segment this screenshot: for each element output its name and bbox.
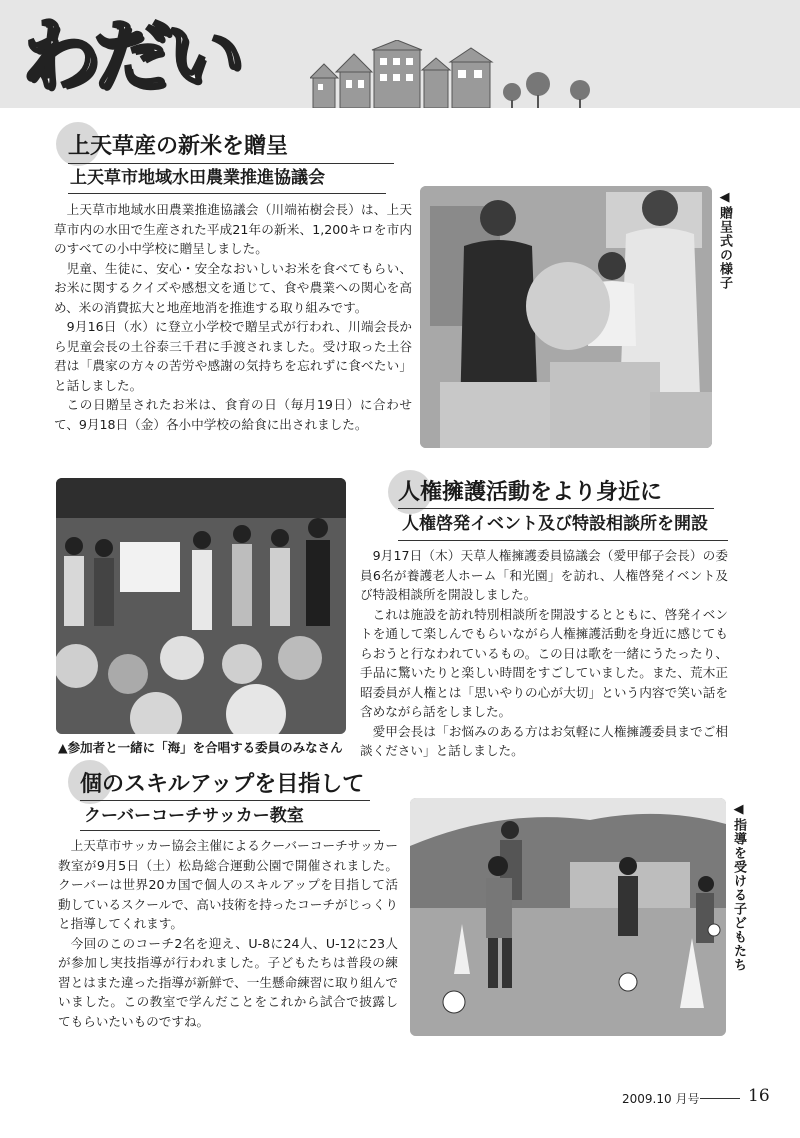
article3-headline-rule bbox=[80, 800, 370, 801]
article3-headline: 個のスキルアップを目指して bbox=[80, 772, 365, 797]
paragraph: 愛甲会長は「お悩みのある方はお気軽に人権擁護委員までご相談ください」と話しました。 bbox=[360, 723, 728, 758]
paragraph: 上天草市サッカー協会主催によるクーバーコーチサッカー教室が9月5日（土）松島総合運動公園で開催されました。クーバーは世界20カ国で個人のスキルアップを目指して活動しているスクールで、高い技術を持ったコーチがじっくりと指導してくれます。 bbox=[58, 838, 398, 931]
article3-caption: ◀指導を受ける子どもたち bbox=[731, 802, 746, 972]
town-illustration bbox=[310, 40, 600, 108]
paragraph: これは施設を訪れ特別相談所を開設するとともに、啓発イベントを通して楽しんでもらいながら人権擁護活動を身近に感じてもらおうと行なわれているもの。この日は歌を一緒にうたったり、手品に驚いたりと楽しい時間をすごしていました。また、荒木正昭委員が人権とは「思いやりの心が大切」という内容で笑い話を含めながら話をしました。 bbox=[360, 606, 728, 719]
article1-caption: ◀贈呈式の様子 bbox=[717, 190, 732, 290]
article1-photo bbox=[420, 186, 712, 448]
article2-body bbox=[360, 546, 728, 761]
article2-subhead-rule bbox=[398, 540, 728, 541]
article2-photo bbox=[56, 478, 346, 734]
article3-photo bbox=[410, 798, 726, 1036]
masthead-logo: わだい bbox=[22, 12, 239, 102]
article3-subhead: クーバーコーチサッカー教室 bbox=[84, 806, 304, 826]
article1-headline-rule bbox=[68, 163, 394, 164]
article2-caption: ▲参加者と一緒に「海」を合唱する委員のみなさん bbox=[58, 740, 343, 755]
article2-headline-rule bbox=[398, 508, 714, 509]
article3-subhead-rule bbox=[80, 830, 380, 831]
paragraph: 9月16日（水）に登立小学校で贈呈式が行われ、川端会長から児童会長の土谷泰三千君に手渡されました。受け取った土谷君は「農家の方々の苦労や感謝の気持ちを忘れずに食べたい」と話しました。 bbox=[54, 319, 412, 393]
footer-rule bbox=[700, 1098, 740, 1099]
paragraph: 児童、生徒に、安心・安全なおいしいお米を食べてもらい、お米に関するクイズや感想文を通じて、食や農業への関心を高め、米の消費拡大と地産地消を推進する取り組みです。 bbox=[54, 260, 412, 315]
article1-subhead-rule bbox=[68, 193, 386, 194]
article1-subhead: 上天草市地域水田農業推進協議会 bbox=[70, 168, 325, 188]
paragraph: この日贈呈されたお米は、食育の日（毎月19日）に合わせて、9月18日（金）各小中学校の給食に出されました。 bbox=[54, 397, 412, 432]
paragraph: 9月17日（木）天草人権擁護委員協議会（愛甲郁子会長）の委員6名が養護老人ホーム「和光園」を訪れ、人権啓発イベント及び特設相談所を開設しました。 bbox=[360, 548, 728, 602]
article3-body bbox=[58, 836, 398, 1031]
footer-issue: 2009.10 月号 bbox=[622, 1092, 700, 1106]
article2-subhead: 人権啓発イベント及び特設相談所を開設 bbox=[402, 514, 708, 534]
article1-body bbox=[54, 200, 412, 434]
paragraph: 今回のこのコーチ2名を迎え、U-8に24人、U-12に23人が参加し実技指導が行われました。子どもたちは普段の練習とはまた違った指導が新鮮で、一生懸命練習に取り組んでいました。この教室で学んだことをこれから試合で披露してもらいたいものですね。 bbox=[58, 935, 398, 1029]
article1-headline: 上天草産の新米を贈呈 bbox=[68, 134, 289, 159]
page-number: 16 bbox=[748, 1086, 770, 1106]
article2-headline: 人権擁護活動をより身近に bbox=[398, 480, 663, 505]
paragraph: 上天草市地域水田農業推進協議会（川端祐樹会長）は、上天草市内の水田で生産された平成21年の新米、1,200キロを市内のすべての小中学校に贈呈しました。 bbox=[54, 202, 412, 256]
